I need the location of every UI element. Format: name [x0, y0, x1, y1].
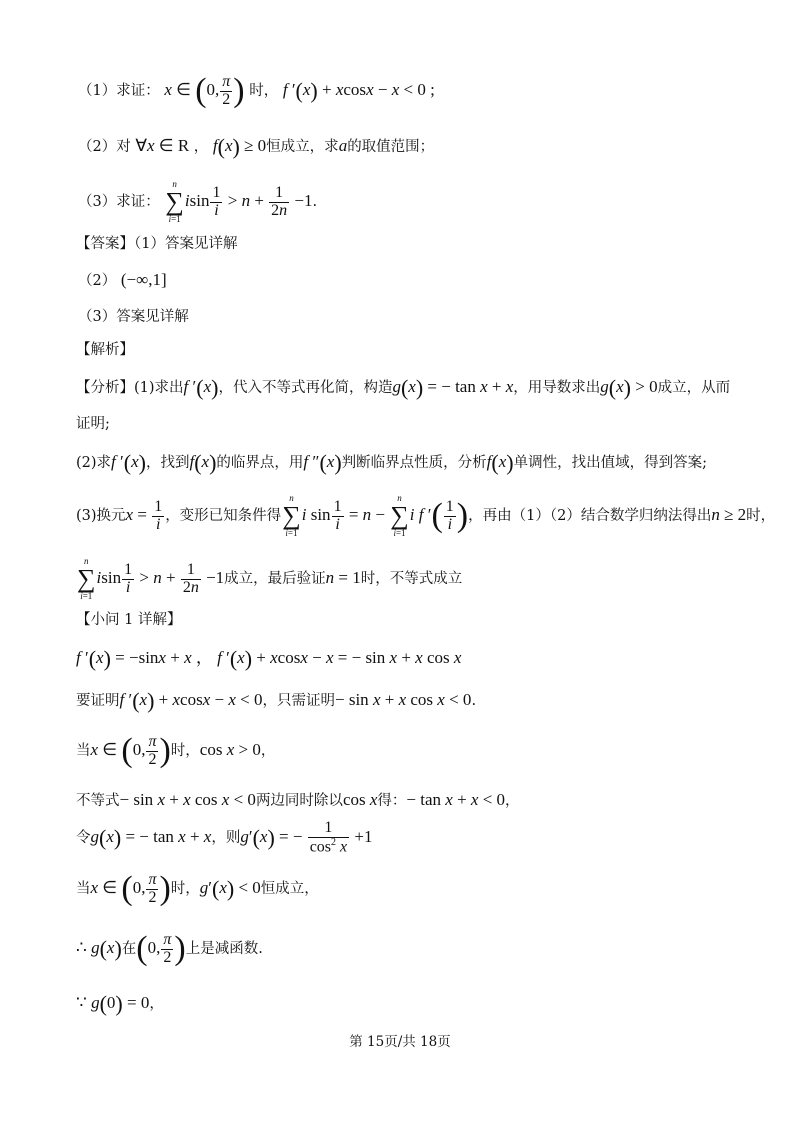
d7-b: 上是减函数. — [185, 941, 263, 958]
d2-ineq1: f ′(x) + xcosx − x < 0 — [119, 688, 263, 714]
fx-g-pos: g(x) > 0 — [600, 375, 658, 401]
fenxi-p3-b: ，变形已知条件得 — [165, 507, 282, 524]
detail-line-5 — [76, 820, 372, 856]
d4-b: 两边同时除以 — [255, 793, 343, 809]
fenxi-p2-b: ，找到 — [145, 455, 190, 471]
fenxi-p3-c: ，再由（1）（2）结合数学归纳法得出 — [468, 507, 712, 524]
fenxi-p3-a: (3)换元 — [76, 507, 126, 524]
q1-domain: x ∈ (0, $\frac{\pi}{2}$ ) — [164, 72, 245, 110]
fenxi-p1-c: ，用导数求出 — [513, 380, 601, 396]
fenxi-line-2 — [76, 452, 707, 474]
fenxi-tag: 【分析】 — [76, 380, 134, 396]
fenxi-line-3 — [76, 494, 775, 538]
q2-label: （2）对 — [78, 139, 131, 155]
q3-inequality: n ∑ i=1 isin $\frac{1}{i}$ > n + $\frac{1}{2n}$ −1 — [165, 179, 313, 224]
page-footer: 第 15页/共 18页 — [349, 1034, 451, 1050]
fx2-fprime: f ′(x) — [111, 450, 146, 476]
d4-result: − tan x + x < 0 — [406, 790, 506, 809]
answer-heading: 【答案】（1）答案见详解 — [76, 236, 238, 252]
q3-label: （3）求证： — [78, 193, 160, 210]
q2-text1: ， — [193, 139, 209, 155]
fx2-f2: f(x) — [486, 450, 514, 476]
question-2 — [78, 136, 434, 158]
fenxi-p2-d: 判断临界点性质，分析 — [341, 455, 487, 471]
d6-b: 时， — [170, 881, 200, 898]
d2-c: . — [471, 693, 477, 709]
fx3-sum-identity: n ∑ i=1 i sin $\frac{1}{i}$ = n − n ∑ i=1 i f ′( $\frac{1}{i}$ ) — [282, 493, 469, 538]
fenxi-p1-a: (1)求出 — [134, 380, 184, 396]
answer-3: （3）答案见详解 — [78, 309, 189, 325]
d4-d: ， — [505, 793, 520, 809]
fenxi-p3-d: 时， — [746, 507, 776, 524]
d4-c: 得： — [377, 793, 407, 809]
fx3-n-ge-2: n ≥ 2 — [711, 504, 747, 524]
question-3 — [78, 180, 317, 224]
fenxi-line-4 — [76, 557, 462, 601]
fenxi-p2-a: (2)求 — [76, 455, 112, 471]
d3-a: 当 — [76, 743, 91, 760]
q1-when: 时， — [249, 83, 279, 100]
answer-2 — [78, 270, 167, 290]
d2-ineq2: − sin x + x cos x < 0 — [335, 690, 472, 709]
fx4-ineq: n ∑ i=1 isin $\frac{1}{i}$ > n + $\frac{1}{2n}$ −1 — [77, 556, 225, 601]
d6-c: 恒成立， — [260, 881, 319, 898]
d4-ineq: − sin x + x cos x < 0 — [119, 790, 256, 809]
fx2-fdouble: f ″(x) — [303, 450, 342, 476]
fenxi-p2-c: 的临界点，用 — [216, 455, 304, 471]
detail-line-3 — [76, 734, 275, 769]
detail-line-2 — [76, 690, 476, 712]
question-1 — [78, 74, 435, 109]
answer-2-label: （2） — [78, 273, 117, 289]
detail-heading: 【小问 1 详解】 — [76, 612, 182, 628]
analysis-heading: 【解析】 — [76, 342, 134, 358]
d6-domain: x ∈ (0, $\frac{\pi}{2}$ ) — [90, 870, 171, 908]
fenxi-p2-e: 单调性，找出值域，得到答案; — [513, 455, 707, 471]
d4-a: 不等式 — [76, 793, 120, 809]
d5-a: 令 — [76, 829, 91, 846]
d1-fprime: f ′(x) = −sinx + x ， f ′(x) + xcosx − x = − sin x + x cos x — [76, 646, 462, 672]
detail-line-8 — [76, 993, 164, 1015]
d5-gprime: g′(x) = − $\frac{1}{\cos^2 x}$ +1 — [240, 819, 373, 856]
d3-c: ， — [260, 743, 276, 760]
d8-g0: ∵ g(0) = 0 — [76, 991, 150, 1017]
detail-line-1 — [76, 648, 461, 670]
d5-g: g(x) = − tan x + x — [90, 824, 212, 850]
q2-a: a — [338, 136, 348, 155]
d4-cos: cos x — [342, 790, 378, 809]
fenxi-line-1b: 证明; — [76, 416, 110, 432]
fx-g-def: g(x) = − tan x + x — [392, 375, 514, 401]
q2-text2: 恒成立，求 — [266, 139, 339, 155]
d2-b: ，只需证明 — [262, 693, 335, 709]
fenxi-line-1 — [76, 377, 730, 399]
fx3-sub: x = $\frac{1}{i}$ — [125, 497, 163, 533]
d7-a: 在 — [121, 941, 137, 958]
fenxi-p4-b: 时，不等式成立 — [360, 570, 463, 587]
fx2-f: f(x) — [189, 450, 217, 476]
d5-b: ，则 — [211, 829, 241, 846]
q2-forall: ∀x ∈ R — [135, 136, 190, 155]
detail-line-4 — [76, 790, 520, 810]
d8-a: ， — [149, 996, 164, 1012]
q2-text3: 的取值范围； — [347, 139, 435, 155]
q3-end: . — [312, 193, 318, 210]
q2-condition: f(x) ≥ 0 — [212, 134, 267, 160]
d7-domain: (0, $\frac{\pi}{2}$ ) — [136, 930, 186, 968]
d6-a: 当 — [76, 881, 91, 898]
fx4-n1: n = 1 — [325, 567, 361, 587]
d3-b: 时， — [170, 743, 200, 760]
d3-domain: x ∈ (0, $\frac{\pi}{2}$ ) — [90, 732, 171, 770]
q1-label: （1）求证： — [78, 83, 160, 100]
detail-line-6 — [76, 872, 319, 907]
d7-g: ∴ g(x) — [76, 936, 122, 962]
d2-a: 要证明 — [76, 693, 120, 709]
fenxi-p1-d: 成立，从而 — [657, 380, 731, 396]
fenxi-p1-b: ，代入不等式再化简，构造 — [218, 380, 393, 396]
answer-2-value: (−∞,1] — [120, 270, 167, 289]
fenxi-p4-a: 成立，最后验证 — [224, 570, 326, 587]
d6-gprime: g′(x) < 0 — [199, 876, 261, 902]
d3-cos: cos x > 0 — [199, 740, 261, 760]
q1-inequality: f ′(x) + xcosx − x < 0 ; — [282, 78, 435, 104]
fx-fprime: f ′(x) — [183, 375, 219, 401]
detail-line-7 — [76, 932, 263, 967]
